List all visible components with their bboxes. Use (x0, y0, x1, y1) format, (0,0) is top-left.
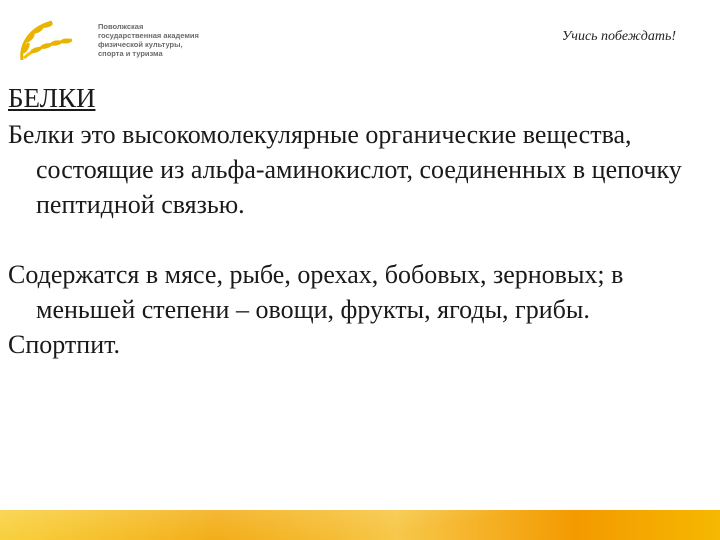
paragraph-spacer (8, 222, 708, 257)
academy-name-line: государственная академия (98, 31, 199, 40)
laurel-wreath-icon (12, 14, 90, 70)
footer-bar (0, 510, 720, 540)
sources-paragraph: Содержатся в мясе, рыбе, орехах, бобовых, зерновых; в меньшей степени – овощи, фрукты, ягоды, грибы. (8, 260, 624, 324)
academy-logo (12, 14, 272, 70)
academy-name-line: физической культуры, (98, 40, 183, 49)
sportpit-paragraph: Спортпит. (8, 330, 121, 359)
slogan: Учись побеждать! (561, 29, 676, 44)
academy-name (98, 22, 268, 58)
slide-heading: БЕЛКИ (8, 83, 96, 113)
academy-name-line: спорта и туризма (98, 49, 163, 58)
slide-content (8, 82, 708, 362)
definition-paragraph: Белки это высокомолекулярные органические вещества, состоящие из альфа-аминокислот, соединенных в цепочку пептидной связью. (8, 120, 682, 219)
academy-name-line: Поволжская (98, 22, 144, 31)
